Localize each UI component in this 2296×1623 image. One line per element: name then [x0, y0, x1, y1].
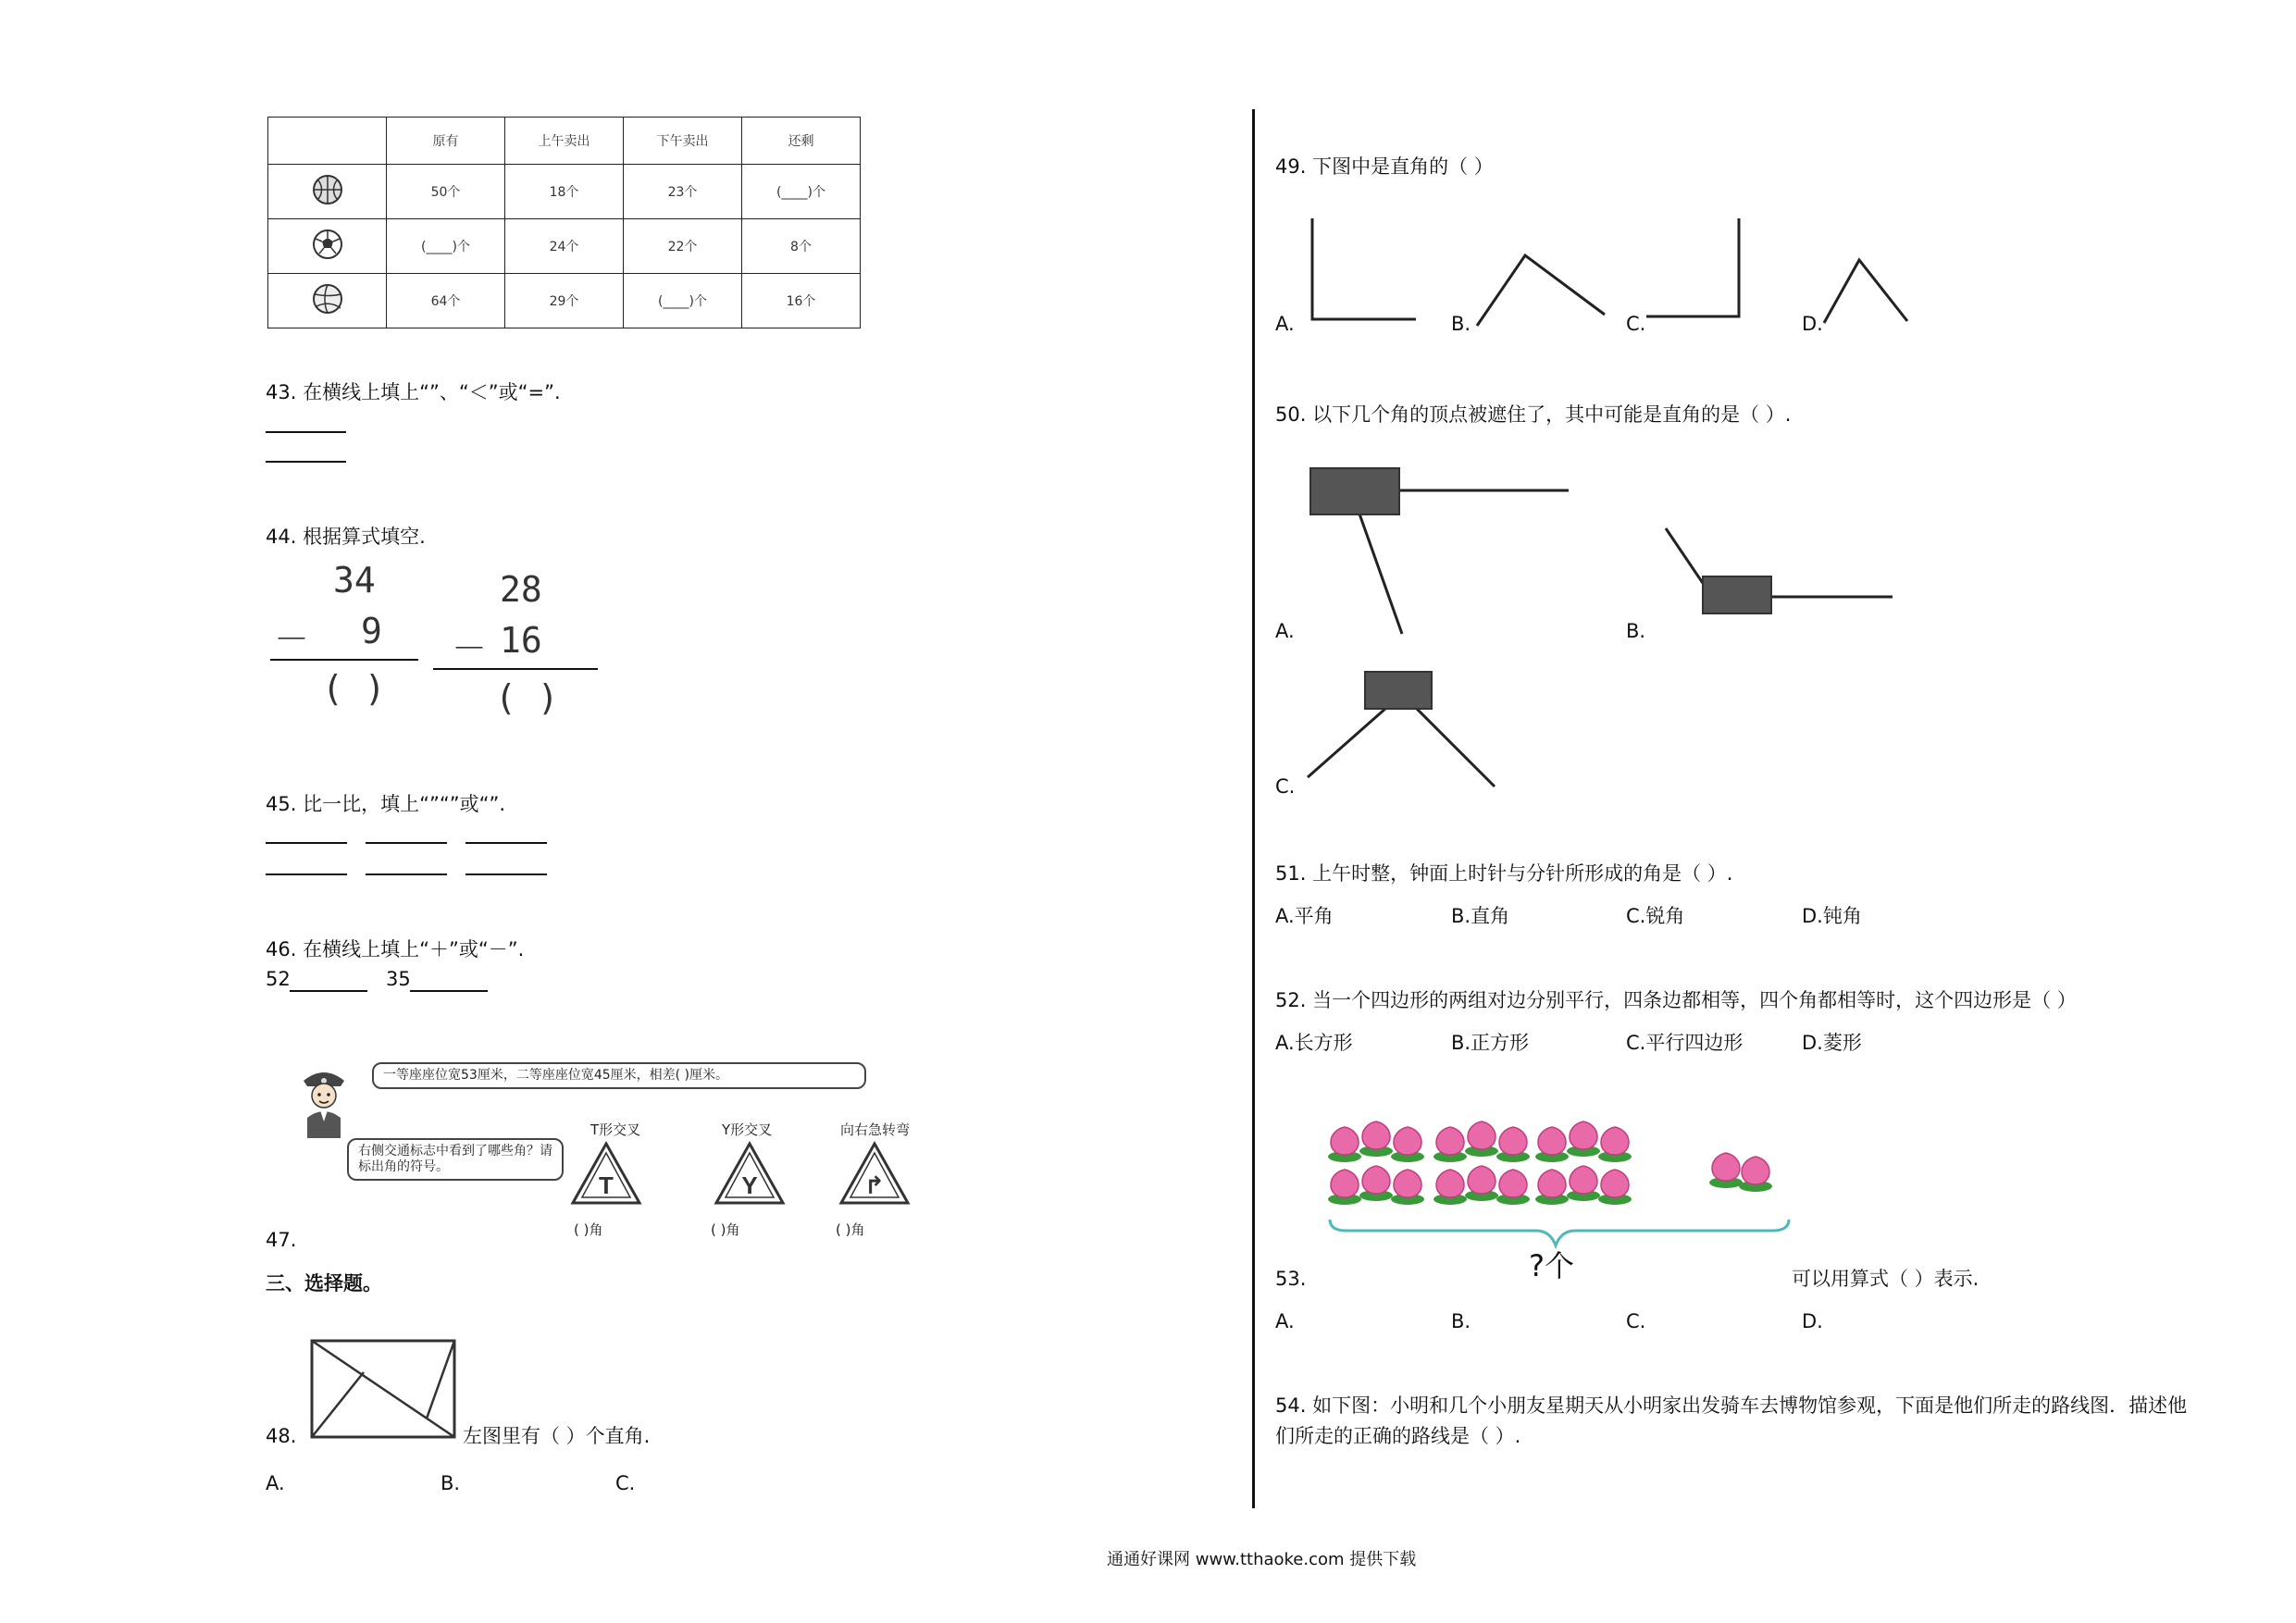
peach-icon [1496, 1170, 1530, 1205]
sign-title: Y形交叉 [722, 1121, 773, 1138]
calc1-top: 34 [333, 560, 376, 601]
q43-text: 43. 在横线上填上“”、“＜”或“=”. [266, 381, 561, 403]
option-b[interactable]: B. [1451, 1310, 1471, 1332]
angle-figure-d [1818, 254, 1911, 332]
y-junction-sign-icon [713, 1140, 787, 1210]
police-officer-icon [296, 1062, 352, 1144]
option-a[interactable]: A. [1275, 620, 1295, 642]
option-a[interactable]: A. [266, 1472, 285, 1494]
option-b[interactable]: B.直角 [1451, 905, 1510, 927]
peach-total-question-mark: ?个 [1529, 1248, 1574, 1283]
y-sign-glyph: Y [741, 1171, 758, 1199]
option-b[interactable]: B. [1626, 620, 1646, 642]
q45-blank[interactable] [266, 842, 347, 844]
calc1-minus: － [274, 619, 310, 660]
q44-text: 44. 根据算式填空. [266, 526, 426, 548]
sign-angle-blank[interactable]: ( )角 [711, 1221, 740, 1238]
q46-number-2: 35 [386, 968, 411, 990]
table-row [268, 219, 861, 274]
option-b[interactable]: B.正方形 [1451, 1032, 1530, 1054]
option-d[interactable]: D. [1802, 1310, 1823, 1332]
q46-blank[interactable] [290, 990, 367, 992]
table-cell: 18个 [505, 165, 624, 219]
peach-icon [1465, 1121, 1498, 1157]
table-cell: 23个 [624, 165, 742, 219]
q48-text: 左图里有（ ）个直角. [463, 1425, 651, 1447]
t-junction-sign-icon [569, 1140, 643, 1210]
option-a[interactable]: A. [1275, 1310, 1295, 1332]
sign-title: 向右急转弯 [840, 1121, 911, 1138]
q53-text: 可以用算式（ ）表示. [1792, 1268, 1980, 1290]
q45-blank[interactable] [465, 842, 547, 844]
option-d[interactable]: D.菱形 [1802, 1032, 1862, 1054]
angle-figure-a [1305, 213, 1421, 328]
peach-icon [1391, 1127, 1424, 1162]
peach-icon [1328, 1170, 1361, 1205]
sign-angle-blank[interactable]: ( )角 [836, 1221, 865, 1238]
q43-blank[interactable] [266, 461, 346, 463]
calc1-sub: 9 [361, 611, 382, 651]
q47-number: 47. [266, 1229, 297, 1251]
sign-title: T形交叉 [590, 1121, 641, 1138]
q45-blank[interactable] [465, 873, 547, 875]
table-header-cell: 下午卖出 [624, 118, 742, 165]
peach-icon [1567, 1166, 1600, 1201]
q46-number-1: 52 [266, 968, 291, 990]
table-header-row [268, 118, 861, 165]
column-divider [1252, 109, 1255, 1508]
speech-bubble-seat-width: 一等座座位宽53厘米，二等座座位宽45厘米，相差( )厘米。 [372, 1062, 866, 1089]
speech-bubble-traffic-signs: 右侧交通标志中看到了哪些角？请标出角的符号。 [347, 1138, 564, 1181]
ball-sales-table [267, 117, 861, 328]
option-b[interactable]: B. [441, 1472, 461, 1494]
q51-text: 51. 上午时整，钟面上时针与分针所形成的角是（ ）. [1275, 862, 1733, 885]
hidden-vertex-angle-b [1657, 523, 1897, 638]
t-sign-glyph: T [599, 1171, 614, 1199]
table-cell: 22个 [624, 219, 742, 274]
peach-icon [1359, 1121, 1393, 1157]
q46-text: 46. 在横线上填上“＋”或“－”. [266, 938, 525, 960]
hidden-vertex-angle-a [1305, 463, 1573, 642]
calc2-result[interactable]: ( ) [495, 677, 559, 718]
table-cell: (____)个 [624, 274, 742, 328]
q46-blank[interactable] [410, 990, 488, 992]
peach-icon [1535, 1170, 1569, 1205]
option-b[interactable]: B. [1451, 313, 1471, 335]
table-cell: 24个 [505, 219, 624, 274]
option-c[interactable]: C. [1626, 1310, 1646, 1332]
q45-text: 45. 比一比，填上“”“”或“”. [266, 793, 506, 815]
q54-line-1: 54. 如下图：小明和几个小朋友星期天从小明家出发骑车去博物馆参观，下面是他们所走的路线图．描述他 [1275, 1394, 2188, 1417]
peach-icon [1567, 1121, 1600, 1157]
calc2-sub: 16 [500, 620, 542, 661]
peach-icon [1391, 1170, 1424, 1205]
table-cell: 16个 [742, 274, 861, 328]
q43-blank[interactable] [266, 431, 346, 433]
table-header-cell: 还剩 [742, 118, 861, 165]
table-row [268, 274, 861, 328]
option-d[interactable]: D.钝角 [1802, 905, 1862, 927]
angle-figure-c [1643, 213, 1744, 328]
angle-figure-b [1471, 250, 1610, 337]
peach-icon [1598, 1170, 1632, 1205]
section-title: 三、选择题。 [266, 1272, 382, 1295]
table-header-cell: 原有 [387, 118, 505, 165]
table-row [268, 165, 861, 219]
peach-icon [1709, 1153, 1743, 1188]
peach-groups-figure [1319, 1110, 1800, 1262]
peach-icon [1433, 1127, 1467, 1162]
option-c[interactable]: C. [1626, 313, 1646, 335]
peach-icon [1359, 1166, 1393, 1201]
q49-text: 49. 下图中是直角的（ ） [1275, 155, 1494, 178]
peach-icon [1739, 1157, 1772, 1192]
peach-icon [1465, 1166, 1498, 1201]
turn-sign-glyph: ↱ [864, 1172, 885, 1200]
q52-text: 52. 当一个四边形的两组对边分别平行，四条边都相等，四个角都相等时，这个四边形是（ ） [1275, 989, 2077, 1011]
option-c[interactable]: C.平行四边形 [1626, 1032, 1744, 1054]
hidden-vertex-angle-c [1300, 666, 1504, 799]
option-a[interactable]: A.长方形 [1275, 1032, 1353, 1054]
brace-shape [1330, 1220, 1789, 1245]
table-cell: 29个 [505, 274, 624, 328]
sign-angle-blank[interactable]: ( )角 [574, 1221, 603, 1238]
table-cell: (____)个 [387, 219, 505, 274]
calc2-top: 28 [500, 569, 542, 610]
peach-icon [1598, 1127, 1632, 1162]
option-c[interactable]: C.锐角 [1626, 905, 1685, 927]
volleyball-icon [268, 274, 387, 328]
table-header-cell: 上午卖出 [505, 118, 624, 165]
soccer-ball-icon [268, 219, 387, 274]
q53-number: 53. [1275, 1268, 1307, 1290]
peach-icon [1433, 1170, 1467, 1205]
table-cell: (____)个 [742, 165, 861, 219]
footer-credit: 通通好课网 www.tthaoke.com 提供下载 [1107, 1550, 1417, 1569]
peach-icon [1328, 1127, 1361, 1162]
option-a[interactable]: A.平角 [1275, 905, 1334, 927]
q45-blank[interactable] [366, 873, 447, 875]
option-d[interactable]: D. [1802, 313, 1823, 335]
q54-line-2: 们所走的正确的路线是（ ）. [1275, 1425, 1521, 1447]
peach-icon [1535, 1127, 1569, 1162]
peach-icon [1496, 1127, 1530, 1162]
q45-blank[interactable] [266, 873, 347, 875]
q50-text: 50. 以下几个角的顶点被遮住了，其中可能是直角的是（ ）. [1275, 403, 1792, 426]
table-cell: 50个 [387, 165, 505, 219]
option-a[interactable]: A. [1275, 313, 1295, 335]
calc1-result[interactable]: ( ) [322, 668, 386, 709]
calc2-rule [433, 668, 598, 670]
sharp-right-turn-sign-icon [838, 1140, 912, 1210]
table-cell: 64个 [387, 274, 505, 328]
calc1-rule [270, 659, 418, 661]
table-cell: 8个 [742, 219, 861, 274]
option-c[interactable]: C. [1275, 775, 1296, 798]
basketball-icon [268, 165, 387, 219]
q48-number: 48. [266, 1425, 297, 1447]
envelope-figure [308, 1337, 458, 1444]
calc2-minus: － [452, 628, 488, 669]
q45-blank[interactable] [366, 842, 447, 844]
table-header-cell [268, 118, 387, 165]
option-c[interactable]: C. [615, 1472, 636, 1494]
